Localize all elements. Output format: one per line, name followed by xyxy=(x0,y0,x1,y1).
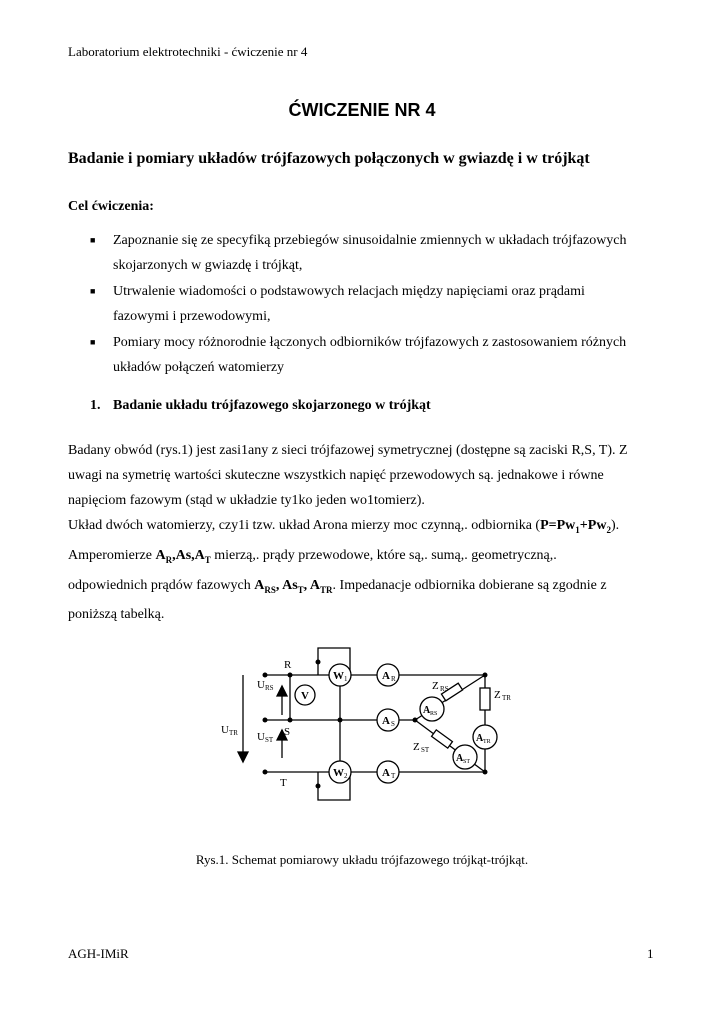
page-number: 1 xyxy=(647,946,654,961)
list-item-line: fazowymi i przewodowymi, xyxy=(113,309,271,324)
svg-text:T: T xyxy=(391,772,396,780)
paragraph-line: Amperomierze $A_R,As,A_T$ mierzą,. prądy przewodowe, które są,. sumą,. geometryczną,. xyxy=(68,547,557,565)
bullet-icon: ■ xyxy=(90,337,96,347)
junction-dots xyxy=(263,660,488,789)
running-header: Laboratorium elektrotechniki - ćwiczenie nr 4 xyxy=(68,44,308,59)
paragraph-1 xyxy=(68,438,658,513)
meter-as xyxy=(377,709,399,731)
svg-text:W: W xyxy=(333,767,344,779)
list-item xyxy=(68,228,668,278)
svg-text:1: 1 xyxy=(344,675,348,683)
arrow-urs-head xyxy=(277,686,287,696)
goals-list xyxy=(68,228,668,381)
paragraph-line: Układ dwóch watomierzy, czy1i tzw. układ Arona mierzy moc czynną,. odbiornika $(P=Pw_1+Pw_2)$. xyxy=(68,518,620,535)
svg-text:A: A xyxy=(382,670,390,682)
svg-text:A: A xyxy=(382,715,390,727)
svg-text:Z: Z xyxy=(413,741,420,753)
meter-atr xyxy=(473,725,497,749)
list-item xyxy=(68,330,668,380)
meter-w1 xyxy=(329,664,351,686)
list-item-line: Zapoznanie się ze specyfiką przebiegów sinusoidalnie zmiennych w układach trójfazowych xyxy=(113,233,627,248)
svg-text:U: U xyxy=(221,724,229,736)
svg-text:RS: RS xyxy=(265,684,274,692)
figure-caption: Rys.1. Schemat pomiarowy układu trójfazowego trójkąt-trójkąt. xyxy=(195,852,529,867)
svg-text:2: 2 xyxy=(344,772,348,780)
meter-at xyxy=(377,761,399,783)
svg-text:RS: RS xyxy=(430,711,438,717)
svg-text:RS: RS xyxy=(440,685,449,693)
arrow-utr-head xyxy=(238,752,248,762)
bullet-icon: ■ xyxy=(90,235,96,245)
svg-text:A: A xyxy=(423,705,431,716)
paragraph-line: odpowiednich prądów fazowych $A_{RS}$, $As_T$, $A_{TR}$. Impedanacje odbiornika dobierane są zgodnie z xyxy=(68,577,607,595)
svg-text:TR: TR xyxy=(483,739,491,745)
svg-text:R: R xyxy=(391,675,396,683)
svg-text:W: W xyxy=(333,670,344,682)
svg-text:U: U xyxy=(257,731,265,743)
svg-text:ST: ST xyxy=(265,736,274,744)
svg-text:A: A xyxy=(476,733,484,744)
svg-text:T: T xyxy=(280,777,287,789)
paragraph-2 xyxy=(68,513,658,627)
goals-label: Cel ćwiczenia: xyxy=(68,199,154,214)
svg-text:A: A xyxy=(382,767,390,779)
paragraph-line: poniższą tabelką. xyxy=(68,607,165,623)
list-item-line: Utrwalenie wiadomości o podstawowych relacjach między napięciami oraz prądami xyxy=(113,284,585,299)
meter-v xyxy=(295,685,315,705)
svg-text:TR: TR xyxy=(502,694,511,702)
meter-ars xyxy=(420,697,444,721)
list-item-line: układów połączeń watomierzy xyxy=(113,360,285,375)
svg-text:R: R xyxy=(284,659,292,671)
paragraph-line: Badany obwód (rys.1) jest zasi1any z sieci trójfazowej symetrycznej (dostępne są zaciski R,S, T). Z xyxy=(68,443,628,458)
subtitle: Badanie i pomiary układów trójfazowych połączonych w gwiazdę i w trójkąt xyxy=(68,150,590,167)
footer-left: AGH-IMiR xyxy=(68,946,129,961)
impedance-ztr xyxy=(480,688,490,710)
paragraph-line: napięciom fazowym (stąd w układzie ty1ko jeden wo1tomierz). xyxy=(68,493,425,508)
meter-w2 xyxy=(329,761,351,783)
svg-text:U: U xyxy=(257,679,265,691)
svg-text:Z: Z xyxy=(494,689,501,701)
section-heading xyxy=(68,398,431,414)
paragraph-line: uwagi na symetrię wartości skuteczne wszystkich napięć przewodowych są. jednakowe i równe xyxy=(68,468,604,483)
svg-text:S: S xyxy=(391,720,395,728)
svg-text:A: A xyxy=(456,753,464,764)
meter-ast xyxy=(453,745,477,769)
page-title: ĆWICZENIE NR 4 xyxy=(288,100,436,120)
svg-text:ST: ST xyxy=(463,759,471,765)
list-item-line: skojarzonych w gwiazdę i trójkąt, xyxy=(113,258,303,273)
section-title: Badanie układu trójfazowego skojarzonego w trójkąt xyxy=(113,398,431,413)
svg-text:ST: ST xyxy=(421,746,430,754)
circuit-labels xyxy=(221,659,511,789)
circuit-diagram xyxy=(210,640,520,805)
bullet-icon: ■ xyxy=(90,286,96,296)
svg-text:Z: Z xyxy=(432,680,439,692)
section-number: 1. xyxy=(90,398,101,413)
list-item xyxy=(68,279,668,329)
svg-text:TR: TR xyxy=(229,729,238,737)
list-item-line: Pomiary mocy różnorodnie łączonych odbiorników trójfazowych z zastosowaniem różnych xyxy=(113,335,627,350)
impedance-zst xyxy=(432,730,453,748)
svg-text:V: V xyxy=(301,690,309,702)
svg-text:S: S xyxy=(284,726,291,738)
meter-ar xyxy=(377,664,399,686)
